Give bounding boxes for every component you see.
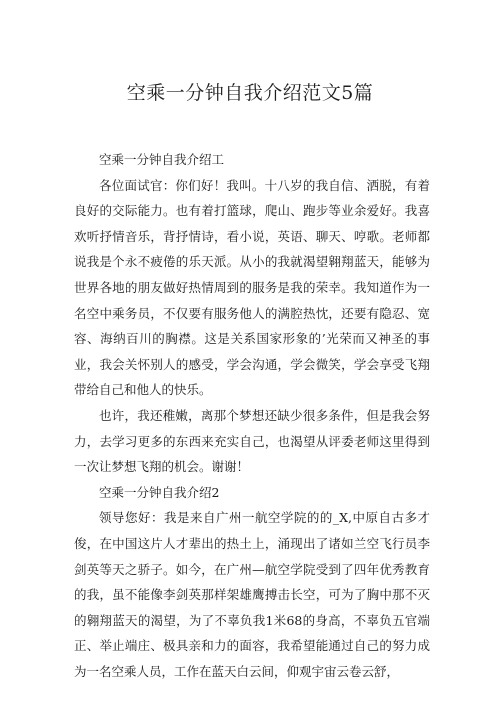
section-heading-2: 空乘一分钟自我介绍2 bbox=[99, 484, 220, 500]
section-1-paragraph-2: 也许，我还稚嫩，离那个梦想还缺少很多条件，但是我会努力，去学习更多的东西来充实自己，也渴望从评委老师这里得到一次让梦想飞翔的机会。谢谢！ bbox=[74, 407, 430, 475]
section-heading-1: 空乘一分钟自我介绍工 bbox=[99, 152, 225, 167]
section-1-paragraph-1: 各位面试官：你们好！我叫。十八岁的我自信、洒脱，有着良好的交际能力。也有着打篮球，爬山、跑步等业余爱好。我喜欢听抒情音乐，背抒情诗，看小说，英语、聊天、哼歌。老师都说我是个永不疲倦的乐天派。从小的我就渴望翱翔蓝天，能够为世界各地的朋友做好热情周到的服务是我的荣幸。我知道作为一名空中乘务员，不仅要有服务他人的满腔热忱，还要有隐忍、宽容、海纳百川的胸襟。这是关系国家形象的’光荣而又神圣的事业，我会关怀别人的感受，学会沟通，学会微笑，学会享受飞翔带给自己和他人的快乐。 bbox=[74, 177, 430, 398]
document-title: 空乘一分钟自我介绍范文5篇 bbox=[126, 82, 374, 104]
section-2-paragraph-1: 领导您好：我是来自广州一航空学院的的_X,中原自古多才俊，在中国这片人才辈出的热土上，涌现出了诸如兰空飞行员李剑英等天之骄子。如今，在广州—航空学院受到了四年优秀教育的我，虽不能像李剑英那样架雄鹰搏击长空，可为了胸中那不灭的翱翔蓝天的渴望，为了不辜负我1米68的身高，不辜负五官端正、举止端庄、极具亲和力的面容，我希望能通过自己的努力成为一名空乘人员，工作在蓝天白云间，仰观宇宙云卷云舒， bbox=[74, 510, 430, 679]
document-body bbox=[74, 147, 430, 684]
